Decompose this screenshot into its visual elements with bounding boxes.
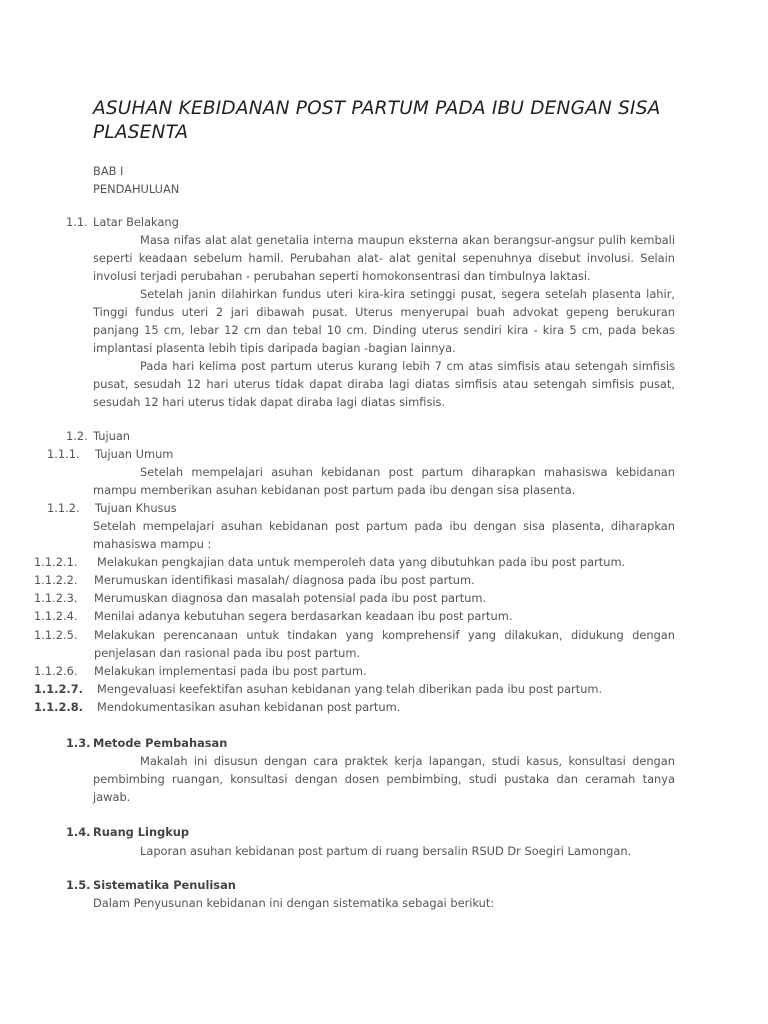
paragraph-text: Makalah ini disusun dengan cara praktek kerja lapangan, studi kasus, konsultasi dengan pembimbing ruangan, konsultasi dengan dosen pembimbing, studi pustaka dan ceramah tanya jawab. bbox=[93, 754, 675, 804]
chapter-title: PENDAHULUAN bbox=[93, 182, 180, 196]
paragraph-text: Laporan asuhan kebidanan post partum di ruang bersalin RSUD Dr Soegiri Lamongan. bbox=[140, 844, 632, 858]
paragraph-text: Setelah janin dilahirkan fundus uteri kira-kira setinggi pusat, segera setelah plasenta lahir, Tinggi fundus uteri 2 jari dibawah pusat. Uterus menyerupai buah advokat gepeng berukuran panjang 15 cm, lebar 12 cm dan tebal 10 cm. Dinding uterus sendiri kira - kira 5 cm, pada bekas implantasi plasenta lebih tipis daripada bagian -bagian lainnya. bbox=[93, 287, 675, 355]
paragraph-text: Pada hari kelima post partum uterus kurang lebih 7 cm atas simfisis atau setengah simfisis pusat, sesudah 12 hari uterus tidak dapat diraba lagi diatas simfisis atau setengah simfisis pusat, sesudah 12 hari uterus tidak dapat diraba lagi diatas simfisis. bbox=[93, 359, 675, 409]
list-item-number: 1.1.2.1. bbox=[34, 555, 78, 569]
list-item-number: 1.1.2.5. bbox=[34, 628, 78, 642]
list-item-text: Melakukan pengkajian data untuk memperoleh data yang dibutuhkan pada ibu post partum. bbox=[97, 555, 626, 569]
list-item-text: Melakukan perencanaan untuk tindakan yang komprehensif yang dilakukan, didukung dengan penjelasan dan rasional pada ibu post partum. bbox=[94, 628, 675, 660]
paragraph-latar-belakang-1 bbox=[93, 231, 675, 285]
list-item-text: Merumuskan diagnosa dan masalah potensial pada ibu post partum. bbox=[94, 591, 487, 605]
paragraph-metode-pembahasan bbox=[93, 752, 675, 806]
paragraph-ruang-lingkup bbox=[93, 842, 675, 860]
list-item-text: Melakukan implementasi pada ibu post partum. bbox=[94, 664, 367, 678]
list-item-number: 1.1.2.6. bbox=[34, 664, 78, 678]
section-number-1-5: 1.5. bbox=[66, 878, 91, 892]
list-item-text: Merumuskan identifikasi masalah/ diagnosa pada ibu post partum. bbox=[94, 573, 475, 587]
section-heading-sistematika-penulisan: Sistematika Penulisan bbox=[93, 878, 236, 892]
document-title: ASUHAN KEBIDANAN POST PARTUM PADA IBU DENGAN SISA PLASENTA bbox=[93, 98, 661, 143]
list-item-number: 1.1.2.3. bbox=[34, 591, 78, 605]
section-number-1-3: 1.3. bbox=[66, 736, 91, 750]
paragraph-tujuan-umum bbox=[93, 463, 675, 499]
section-heading-ruang-lingkup: Ruang Lingkup bbox=[93, 825, 190, 839]
paragraph-sistematika-penulisan: Dalam Penyusunan kebidanan ini dengan sistematika sebagai berikut: bbox=[93, 896, 495, 910]
subsection-number-tujuan-umum: 1.1.1. bbox=[47, 447, 80, 461]
subsection-number-tujuan-khusus: 1.1.2. bbox=[47, 501, 80, 515]
list-item-number: 1.1.2.8. bbox=[34, 700, 84, 714]
paragraph-latar-belakang-3 bbox=[93, 357, 675, 411]
list-item-text: Mengevaluasi keefektifan asuhan kebidanan yang telah diberikan pada ibu post partum. bbox=[97, 682, 603, 696]
chapter-label: BAB I bbox=[93, 164, 124, 178]
section-number-1-1: 1.1. bbox=[66, 215, 88, 229]
section-heading-tujuan: Tujuan bbox=[93, 429, 131, 443]
section-number-1-4: 1.4. bbox=[66, 825, 91, 839]
list-item-number: 1.1.2.2. bbox=[34, 573, 78, 587]
subsection-heading-tujuan-khusus: Tujuan Khusus bbox=[95, 501, 177, 515]
paragraph-text: Setelah mempelajari asuhan kebidanan post partum diharapkan mahasiswa kebidanan mampu memberikan asuhan kebidanan post partum pada ibu dengan sisa plasenta. bbox=[93, 465, 675, 497]
section-heading-metode-pembahasan: Metode Pembahasan bbox=[93, 736, 228, 750]
subsection-heading-tujuan-umum: Tujuan Umum bbox=[95, 447, 174, 461]
list-item-text: Mendokumentasikan asuhan kebidanan post partum. bbox=[97, 700, 401, 714]
paragraph-tujuan-khusus: Setelah mempelajari asuhan kebidanan post partum pada ibu dengan sisa plasenta, diharapkan mahasiswa mampu : bbox=[93, 519, 675, 551]
section-number-1-2: 1.2. bbox=[66, 429, 88, 443]
list-item-number: 1.1.2.4. bbox=[34, 609, 78, 623]
paragraph-text: Masa nifas alat alat genetalia interna maupun eksterna akan berangsur-angsur pulih kembali seperti keadaan sebelum hamil. Perubahan alat- alat genital sepenuhnya disebut involusi. Selain involusi terjadi perubahan - perubahan seperti homokonsentrasi dan timbulnya laktasi. bbox=[93, 233, 675, 283]
paragraph-latar-belakang-2 bbox=[93, 285, 675, 357]
section-heading-latar-belakang: Latar Belakang bbox=[93, 215, 179, 229]
list-item-text: Menilai adanya kebutuhan segera berdasarkan keadaan ibu post partum. bbox=[94, 609, 513, 623]
list-item-number: 1.1.2.7. bbox=[34, 682, 84, 696]
